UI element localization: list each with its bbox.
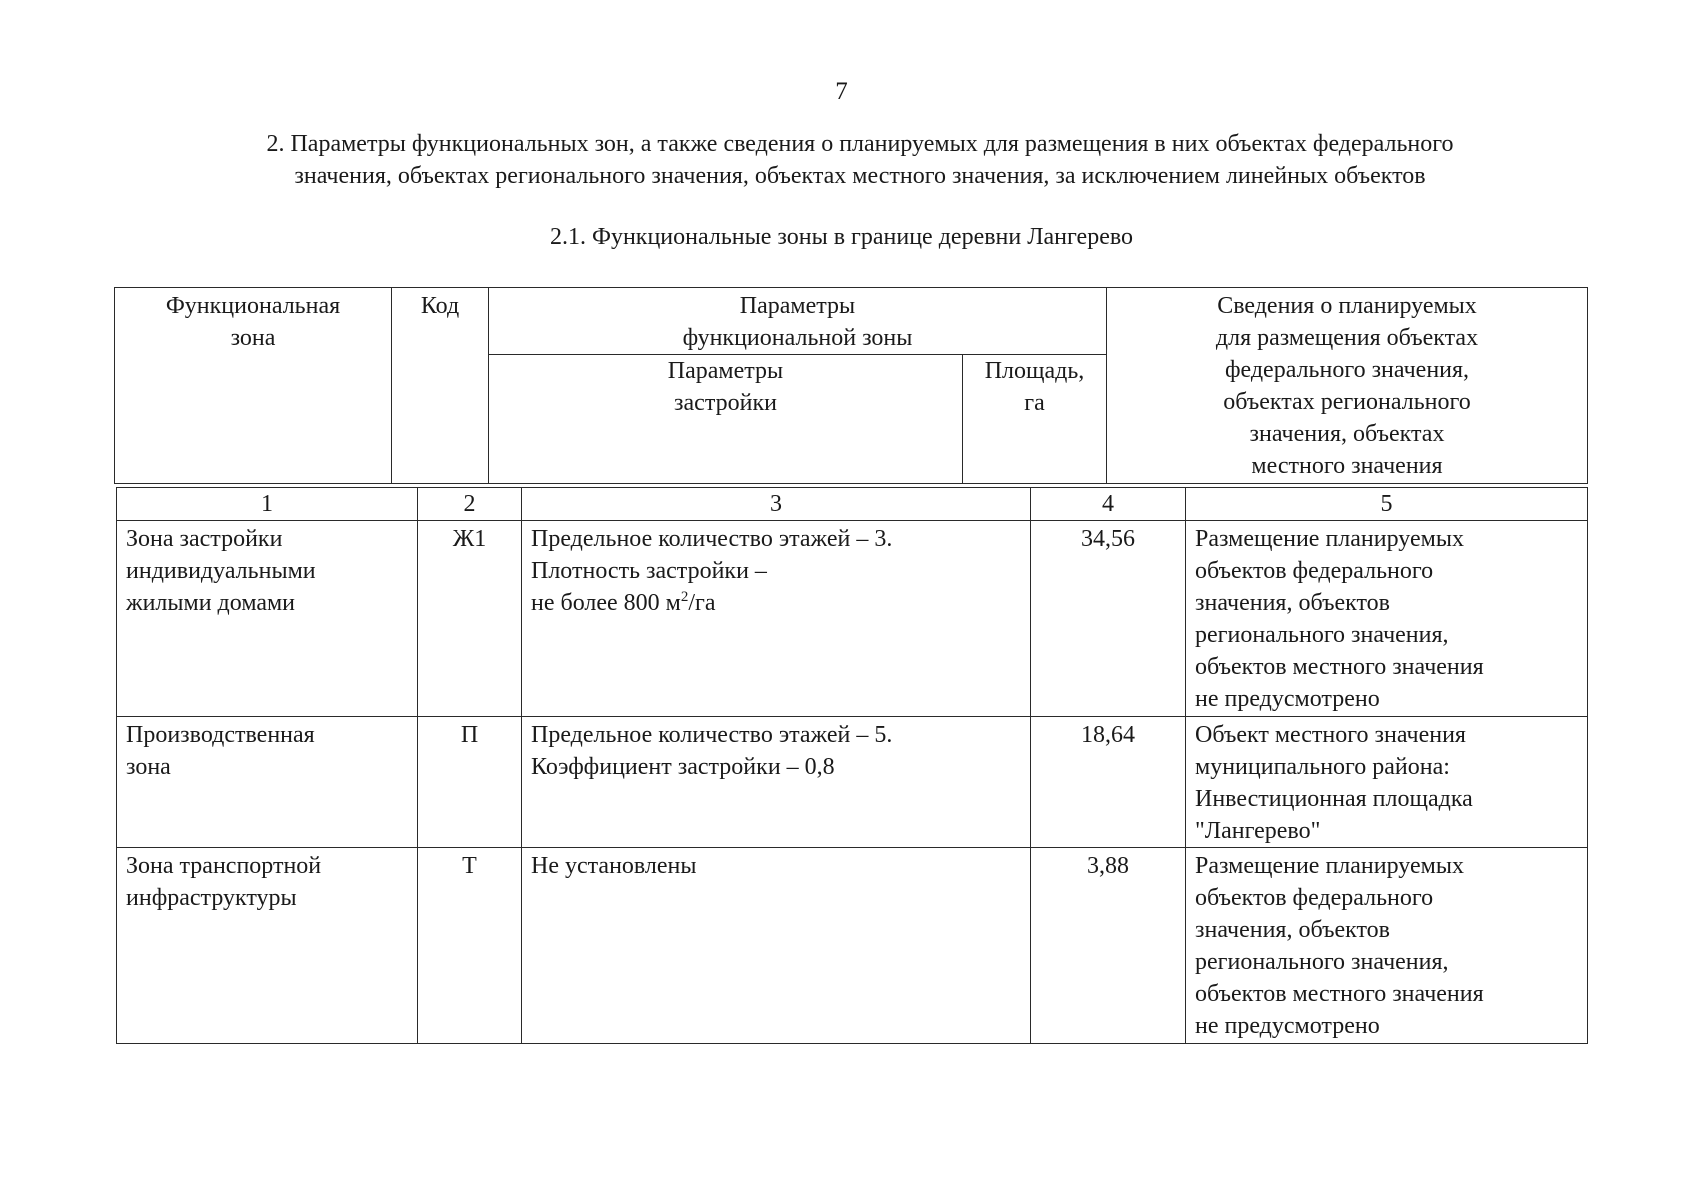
zone-cell: Зона застройки индивидуальными жилыми домами (117, 521, 418, 717)
table-row (117, 717, 1588, 848)
column-number: 2 (418, 488, 522, 521)
superscript: 2 (680, 589, 689, 605)
header-code: Код (392, 288, 489, 484)
sub-heading: 2.1. Функциональные зоны в границе деревни Лангерево (549, 224, 1134, 250)
header-zone: Функциональная зона (115, 288, 392, 484)
table-row (117, 848, 1588, 1044)
column-number: 1 (117, 488, 418, 521)
code-cell: Т (418, 848, 522, 1044)
column-number: 3 (522, 488, 1031, 521)
area-cell: 18,64 (1031, 717, 1186, 848)
info-cell: Размещение планируемых объектов федерального значения, объектов регионального значения, объектов местного значения не предусмотрено (1186, 521, 1588, 717)
info-cell: Объект местного значения муниципального района: Инвестиционная площадка "Лангерево" (1186, 717, 1588, 848)
info-cell: Размещение планируемых объектов федерального значения, объектов регионального значения, объектов местного значения не предусмотрено (1186, 848, 1588, 1044)
params-cell: Предельное количество этажей – 3. Плотность застройки – не более 800 $м^2/га$ (522, 521, 1031, 717)
column-number: 5 (1186, 488, 1588, 521)
column-number: 4 (1031, 488, 1186, 521)
area-cell: 3,88 (1031, 848, 1186, 1044)
header-params: Параметры функциональной зоны (489, 288, 1107, 355)
zone-cell: Зона транспортной инфраструктуры (117, 848, 418, 1044)
params-cell: Не установлены (522, 848, 1031, 1044)
page-number: 7 (835, 78, 848, 105)
zone-cell: Производственная зона (117, 717, 418, 848)
table-body (116, 487, 1588, 1044)
section-heading (120, 128, 1600, 192)
table-row (117, 521, 1588, 717)
code-cell: П (418, 717, 522, 848)
header-build-params: Параметры застройки (489, 355, 963, 484)
code-cell: Ж1 (418, 521, 522, 717)
column-number-row (117, 488, 1588, 521)
header-area: Площадь, га (963, 355, 1107, 484)
section-heading-line: 2. Параметры функциональных зон, а также сведения о планируемых для размещения в них объектах федерального (266, 131, 1454, 157)
table-header (114, 287, 1588, 484)
header-info: Сведения о планируемых для размещения объектах федерального значения, объектах регионального значения, объектах местного значения (1107, 288, 1588, 484)
section-heading-line: значения, объектах регионального значения, объектах местного значения, за исключением линейных объектов (294, 163, 1426, 189)
area-cell: 34,56 (1031, 521, 1186, 717)
params-cell: Предельное количество этажей – 5. Коэффициент застройки – 0,8 (522, 717, 1031, 848)
